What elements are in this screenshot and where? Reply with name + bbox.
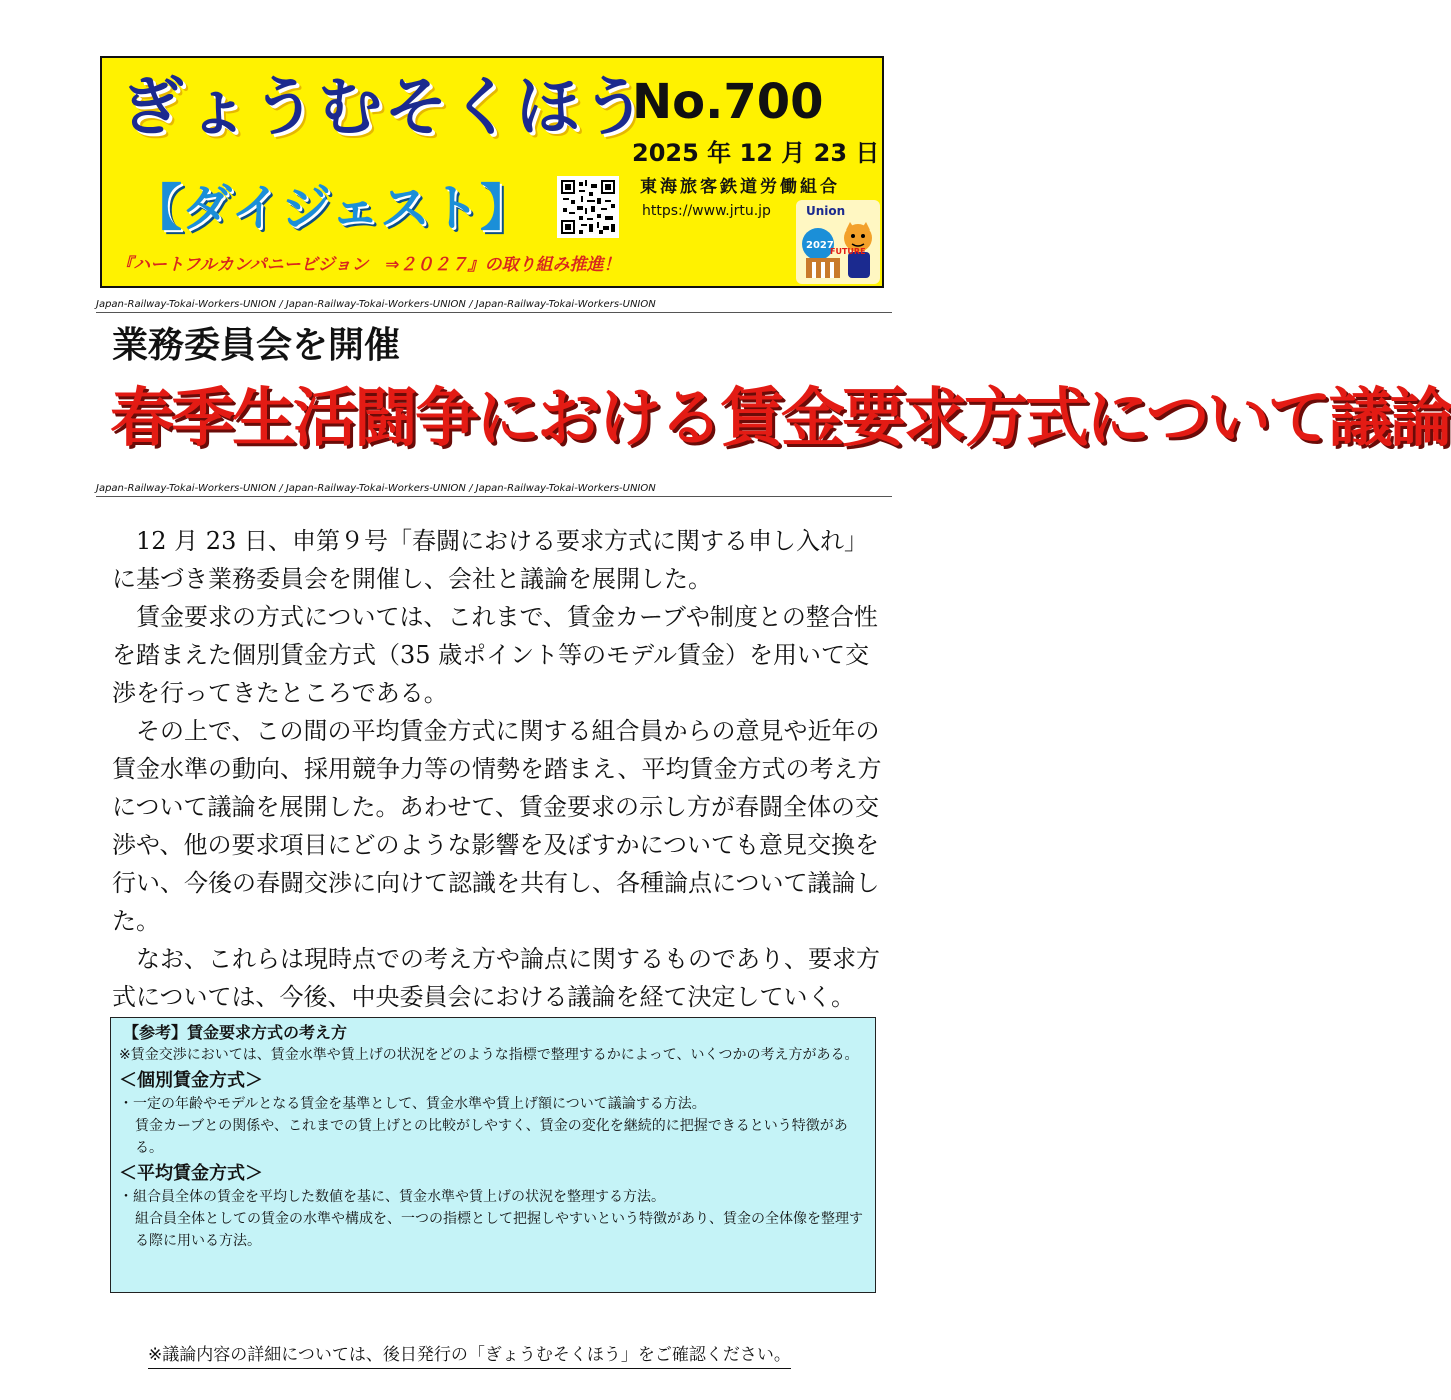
issue-number: No.700 — [632, 74, 824, 130]
section-line: 組合員全体としての賃金の水準や構成を、一つの指標として把握しやすいという特徴があり、賃金の全体像を整理する際に用いる方法。 — [135, 1211, 863, 1249]
body-paragraph: 12 月 23 日、申第９号「春闘における要求方式に関する申し入れ」に基づき業務委員会を開催し、会社と議論を展開した。 — [112, 527, 868, 593]
logo-band-text: FUTURE — [830, 247, 866, 256]
body-paragraph: その上で、この間の平均賃金方式に関する組合員からの意見や近年の賃金水準の動向、採用競争力等の情勢を踏まえ、平均賃金方式の考え方について議論を展開した。あわせて、賃金要求の示し方が春闘全体の交渉や、他の要求項目にどのような影響を及ぼすかについても意見交換を行い、今後の春闘交渉に向けて認識を共有し、各種論点について議論した。 — [112, 717, 882, 935]
reference-note: ※賃金交渉においては、賃金水準や賃上げの状況をどのような指標で整理するかによって、いくつかの考え方がある。 — [119, 1047, 859, 1063]
section-title-individual-wage: ＜個別賃金方式＞ — [119, 1070, 263, 1091]
section-title-average-wage: ＜平均賃金方式＞ — [119, 1163, 263, 1184]
section-line: ・一定の年齢やモデルとなる賃金を基準として、賃金水準や賃上げ額について議論する方法。 — [119, 1096, 706, 1112]
section-line: 賃金カーブとの関係や、これまでの賃上げとの比較がしやすく、賃金の変化を継続的に把握できるという特徴がある。 — [135, 1118, 848, 1156]
headline-main: 春季生活闘争における賃金要求方式について議論 — [110, 382, 1451, 456]
issue-date: 2025 年 12 月 23 日 — [632, 139, 880, 167]
publication-subtitle: 【ダイジェスト】 — [132, 179, 530, 237]
section-line: ・組合員全体の賃金を平均した数値を基に、賃金水準や賃上げの状況を整理する方法。 — [119, 1189, 665, 1205]
reference-box — [110, 1017, 876, 1293]
section-body-average-wage — [119, 1186, 863, 1252]
decorative-band-bottom: Japan-Railway-Tokai-Workers-UNION / Japan-Railway-Tokai-Workers-UNION / Japan-Railway-Tokai-Workers-UNION — [96, 482, 892, 497]
publication-title: ぎょうむそくほう — [120, 71, 648, 145]
section-body-individual-wage — [119, 1093, 863, 1159]
body-paragraph: なお、これらは現時点での考え方や論点に関するものであり、要求方式については、今後、中央委員会における議論を経て決定していく。 — [112, 945, 880, 1011]
article-body — [112, 522, 884, 1016]
headline-kicker: 業務委員会を開催 — [112, 325, 401, 366]
logo-union-text: Union — [806, 204, 846, 218]
reference-heading: 【参考】賃金要求方式の考え方 — [123, 1023, 348, 1042]
union-name: 東海旅客鉄道労働組合 — [640, 177, 840, 197]
union-mascot-logo-icon — [796, 200, 880, 284]
union-url-link[interactable]: https://www.jrtu.jp — [642, 203, 771, 219]
decorative-band-top: Japan-Railway-Tokai-Workers-UNION / Japan-Railway-Tokai-Workers-UNION / Japan-Railway-Tokai-Workers-UNION — [96, 298, 892, 313]
logo-badge-text: 2027 — [806, 240, 834, 251]
qr-code-icon[interactable] — [557, 176, 619, 238]
footer-note: ※議論内容の詳細については、後日発行の「ぎょうむそくほう」をご確認ください。 — [148, 1344, 791, 1369]
slogan: 『ハートフルカンパニービジョン ⇒２０２７』の取り組み推進！ — [116, 255, 621, 275]
body-paragraph: 賃金要求の方式については、これまで、賃金カーブや制度との整合性を踏まえた個別賃金方式（35 歳ポイント等のモデル賃金）を用いて交渉を行ってきたところである。 — [112, 603, 878, 707]
masthead — [100, 56, 884, 288]
